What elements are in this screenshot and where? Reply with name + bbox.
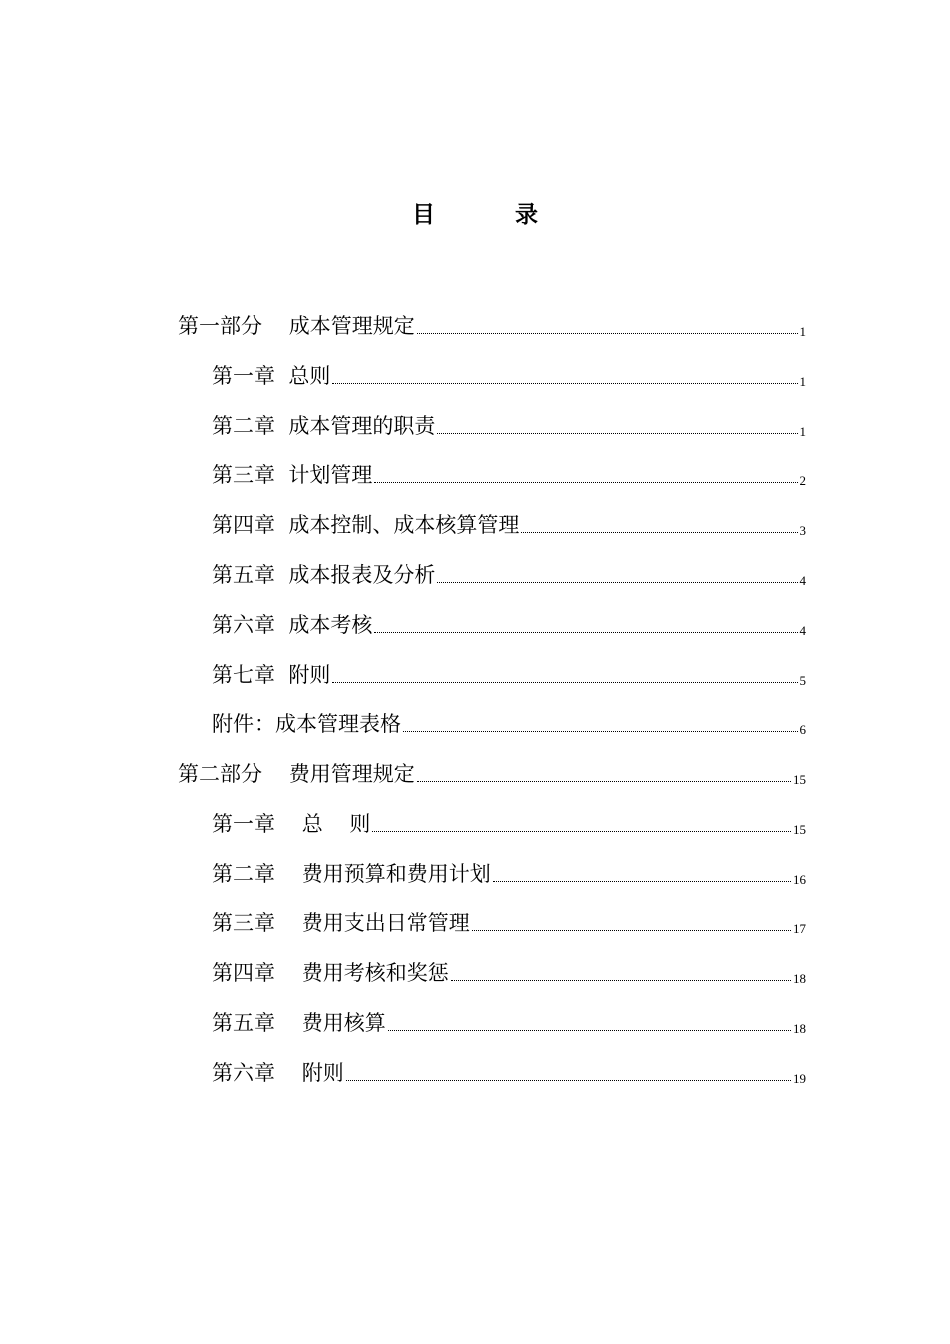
entry-number: 第四章 bbox=[212, 513, 275, 537]
toc-entry[interactable] bbox=[212, 657, 806, 693]
entry-page-number: 15 bbox=[793, 822, 806, 837]
entry-title: 费用考核和奖惩 bbox=[301, 961, 449, 985]
dot-leader bbox=[332, 681, 797, 683]
dot-leader bbox=[472, 929, 791, 931]
entry-gap bbox=[275, 1005, 302, 1041]
dot-leader bbox=[346, 1079, 791, 1081]
entry-page-number: 1 bbox=[799, 324, 806, 339]
entry-title: 成本管理规定 bbox=[288, 314, 415, 338]
entry-title: 总则 bbox=[288, 364, 331, 388]
entry-gap bbox=[275, 955, 302, 991]
toc-entry[interactable] bbox=[178, 308, 806, 344]
entry-number: 第五章 bbox=[212, 1011, 275, 1035]
dot-leader bbox=[388, 1029, 791, 1031]
entry-number: 第七章 bbox=[212, 663, 275, 687]
entry-number: 第三章 bbox=[212, 463, 275, 487]
toc-entry[interactable] bbox=[212, 1005, 806, 1041]
entry-gap bbox=[275, 806, 302, 842]
entry-page-number: 3 bbox=[799, 523, 806, 538]
dot-leader bbox=[403, 730, 798, 732]
entry-title: 成本管理表格 bbox=[275, 712, 401, 736]
entry-gap bbox=[275, 607, 288, 643]
entry-number: 第一章 bbox=[212, 364, 275, 388]
toc-entry[interactable] bbox=[212, 607, 806, 643]
entry-number: 第二章 bbox=[212, 414, 275, 438]
entry-title: 附则 bbox=[301, 1061, 344, 1085]
toc-entry[interactable] bbox=[212, 457, 806, 493]
dot-leader bbox=[374, 481, 797, 483]
toc-entry[interactable] bbox=[212, 955, 806, 991]
entry-number: 第一部分 bbox=[178, 314, 262, 338]
dot-leader bbox=[332, 382, 797, 384]
toc-entry[interactable] bbox=[212, 507, 806, 543]
entry-title: 成本管理的职责 bbox=[288, 414, 436, 438]
dot-leader bbox=[372, 830, 791, 832]
dot-leader bbox=[417, 332, 798, 334]
entry-gap bbox=[275, 408, 288, 444]
toc-title: 目 录 bbox=[411, 201, 574, 228]
dot-leader bbox=[451, 979, 791, 981]
entry-title: 总 则 bbox=[301, 812, 371, 836]
entry-number: 第二章 bbox=[212, 862, 275, 886]
entry-page-number: 17 bbox=[793, 921, 806, 936]
entry-number: 第一章 bbox=[212, 812, 275, 836]
toc-entry[interactable] bbox=[212, 806, 806, 842]
entry-gap bbox=[262, 756, 289, 792]
entry-title: 成本控制、成本核算管理 bbox=[288, 513, 520, 537]
toc-entry[interactable] bbox=[212, 557, 806, 593]
entry-page-number: 18 bbox=[793, 971, 806, 986]
entry-number: 第五章 bbox=[212, 563, 275, 587]
toc-entry[interactable] bbox=[212, 905, 806, 941]
dot-leader bbox=[521, 531, 797, 533]
entry-gap bbox=[275, 457, 288, 493]
toc-entry[interactable] bbox=[212, 358, 806, 394]
entry-number: 附件： bbox=[212, 712, 275, 736]
toc-entry[interactable] bbox=[212, 706, 806, 742]
entry-page-number: 18 bbox=[793, 1021, 806, 1036]
entry-number: 第六章 bbox=[212, 613, 275, 637]
entry-page-number: 2 bbox=[799, 473, 806, 488]
entry-number: 第三章 bbox=[212, 911, 275, 935]
entry-title: 费用核算 bbox=[301, 1011, 386, 1035]
entry-gap bbox=[275, 856, 302, 892]
entry-title: 成本考核 bbox=[288, 613, 373, 637]
entry-page-number: 5 bbox=[799, 673, 806, 688]
toc-entry[interactable] bbox=[212, 856, 806, 892]
entry-number: 第六章 bbox=[212, 1061, 275, 1085]
toc-entry[interactable] bbox=[212, 1055, 806, 1091]
entry-title: 计划管理 bbox=[288, 463, 373, 487]
entry-gap bbox=[275, 657, 288, 693]
entry-gap bbox=[275, 557, 288, 593]
entry-gap bbox=[262, 308, 289, 344]
dot-leader bbox=[374, 631, 797, 633]
entry-gap bbox=[275, 905, 302, 941]
entry-page-number: 1 bbox=[799, 374, 806, 389]
entry-title: 费用预算和费用计划 bbox=[301, 862, 491, 886]
dot-leader bbox=[437, 432, 797, 434]
dot-leader bbox=[493, 880, 791, 882]
entry-gap bbox=[275, 1055, 302, 1091]
entry-page-number: 4 bbox=[799, 623, 806, 638]
entry-number: 第四章 bbox=[212, 961, 275, 985]
entry-page-number: 6 bbox=[799, 722, 806, 737]
entry-page-number: 16 bbox=[793, 872, 806, 887]
dot-leader bbox=[417, 780, 791, 782]
dot-leader bbox=[437, 581, 797, 583]
entry-gap bbox=[275, 358, 288, 394]
entry-gap bbox=[275, 507, 288, 543]
toc-entry[interactable] bbox=[212, 408, 806, 444]
entry-title: 附则 bbox=[288, 663, 331, 687]
entry-number: 第二部分 bbox=[178, 762, 262, 786]
toc-entry[interactable] bbox=[178, 756, 806, 792]
entry-page-number: 1 bbox=[799, 424, 806, 439]
entry-page-number: 15 bbox=[793, 772, 806, 787]
entry-title: 费用支出日常管理 bbox=[301, 911, 470, 935]
entry-title: 成本报表及分析 bbox=[288, 563, 436, 587]
entry-page-number: 4 bbox=[799, 573, 806, 588]
entry-page-number: 19 bbox=[793, 1071, 806, 1086]
entry-title: 费用管理规定 bbox=[288, 762, 415, 786]
